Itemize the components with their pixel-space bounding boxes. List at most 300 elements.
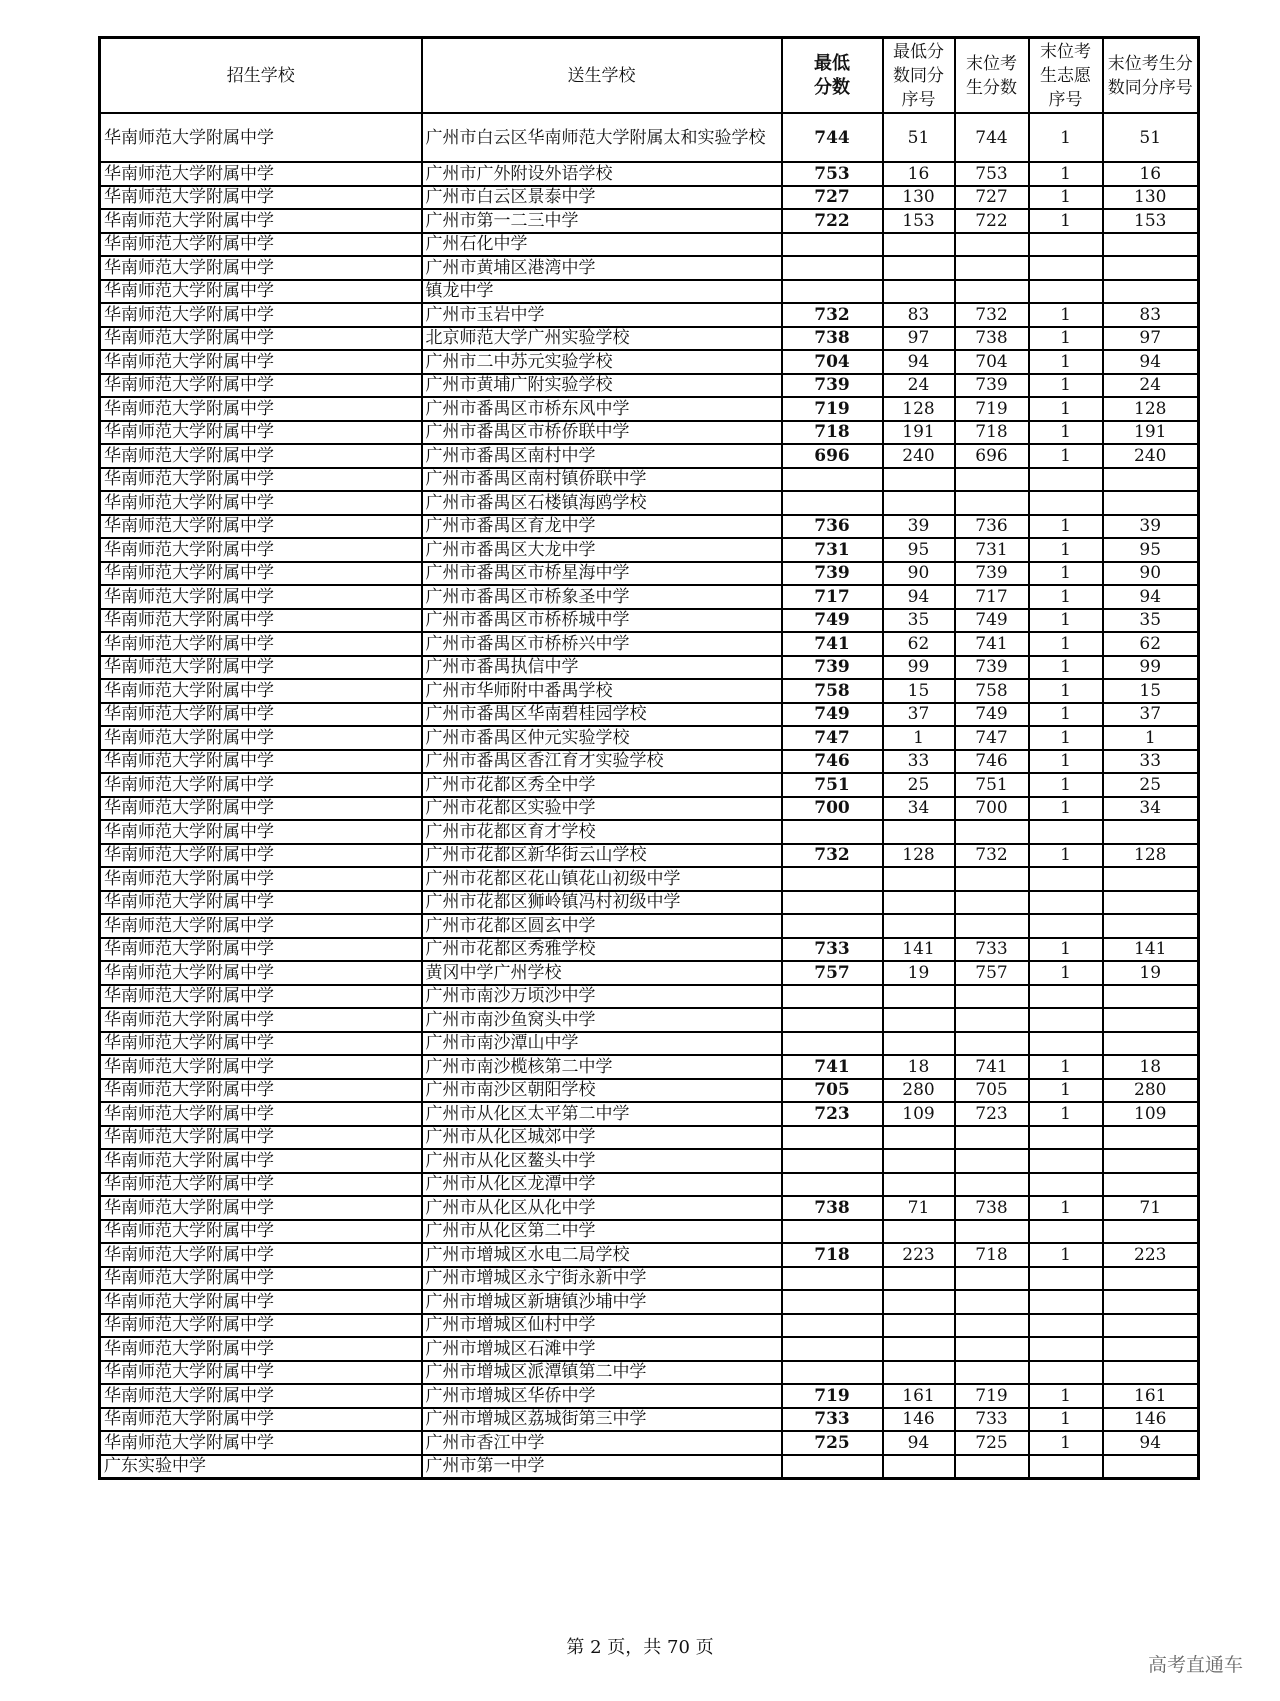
- cell-last-score: [955, 1337, 1029, 1361]
- cell-sending-school: 广州市花都区狮岭镇冯村初级中学: [422, 891, 782, 915]
- table-row: [100, 773, 1199, 797]
- table-row: [100, 1361, 1199, 1385]
- table-row: [100, 1337, 1199, 1361]
- cell-receiving-school: 华南师范大学附属中学: [100, 538, 422, 562]
- cell-receiving-school: 华南师范大学附属中学: [100, 1102, 422, 1126]
- cell-last-score: [955, 891, 1029, 915]
- cell-min-score: 741: [782, 632, 883, 656]
- cell-sending-school: 广州市番禺区市桥侨联中学: [422, 421, 782, 445]
- cell-min-score-rank: [883, 468, 955, 492]
- cell-receiving-school: 华南师范大学附属中学: [100, 397, 422, 421]
- cell-last-score-rank: 223: [1103, 1243, 1199, 1267]
- table-row: [100, 914, 1199, 938]
- cell-receiving-school: 华南师范大学附属中学: [100, 280, 422, 304]
- cell-sending-school: 广州市花都区实验中学: [422, 797, 782, 821]
- cell-last-score-rank: [1103, 468, 1199, 492]
- cell-receiving-school: 华南师范大学附属中学: [100, 1267, 422, 1291]
- cell-sending-school: 广州市白云区华南师范大学附属太和实验学校: [422, 113, 782, 162]
- table-row: [100, 1196, 1199, 1220]
- cell-last-score: [955, 1290, 1029, 1314]
- cell-last-preference: [1029, 1290, 1103, 1314]
- cell-last-score: [955, 233, 1029, 257]
- cell-min-score: 747: [782, 726, 883, 750]
- cell-min-score: [782, 820, 883, 844]
- cell-last-preference: 1: [1029, 773, 1103, 797]
- cell-last-preference: 1: [1029, 844, 1103, 868]
- cell-receiving-school: 华南师范大学附属中学: [100, 421, 422, 445]
- cell-receiving-school: 华南师范大学附属中学: [100, 1196, 422, 1220]
- cell-sending-school: 北京师范大学广州实验学校: [422, 327, 782, 351]
- cell-last-score-rank: 161: [1103, 1384, 1199, 1408]
- cell-last-score-rank: [1103, 891, 1199, 915]
- cell-last-score: [955, 1126, 1029, 1150]
- table-row: [100, 1267, 1199, 1291]
- cell-sending-school: 广州市花都区秀全中学: [422, 773, 782, 797]
- cell-last-preference: [1029, 820, 1103, 844]
- cell-min-score: 753: [782, 162, 883, 186]
- cell-min-score-rank: 97: [883, 327, 955, 351]
- cell-last-score-rank: 128: [1103, 844, 1199, 868]
- cell-min-score: 757: [782, 961, 883, 985]
- cell-last-score: 758: [955, 679, 1029, 703]
- cell-sending-school: 广州市花都区秀雅学校: [422, 938, 782, 962]
- cell-last-score: [955, 1220, 1029, 1244]
- cell-sending-school: 广州市香江中学: [422, 1431, 782, 1455]
- cell-receiving-school: 华南师范大学附属中学: [100, 491, 422, 515]
- cell-min-score-rank: 153: [883, 209, 955, 233]
- cell-last-preference: [1029, 468, 1103, 492]
- cell-min-score-rank: 34: [883, 797, 955, 821]
- cell-last-preference: 1: [1029, 703, 1103, 727]
- cell-min-score-rank: [883, 891, 955, 915]
- cell-last-score-rank: 97: [1103, 327, 1199, 351]
- cell-last-score: 732: [955, 844, 1029, 868]
- table-row: [100, 1384, 1199, 1408]
- cell-min-score: [782, 1314, 883, 1338]
- cell-receiving-school: 华南师范大学附属中学: [100, 233, 422, 257]
- table-row: [100, 1408, 1199, 1432]
- cell-min-score: [782, 256, 883, 280]
- table-row: [100, 867, 1199, 891]
- cell-receiving-school: 华南师范大学附属中学: [100, 891, 422, 915]
- cell-min-score-rank: 16: [883, 162, 955, 186]
- cell-last-score-rank: [1103, 491, 1199, 515]
- cell-last-score-rank: 146: [1103, 1408, 1199, 1432]
- cell-min-score-rank: 95: [883, 538, 955, 562]
- cell-last-preference: [1029, 1149, 1103, 1173]
- cell-min-score-rank: [883, 820, 955, 844]
- table-row: [100, 844, 1199, 868]
- cell-last-preference: [1029, 1008, 1103, 1032]
- cell-sending-school: 广州市从化区鳌头中学: [422, 1149, 782, 1173]
- cell-last-score: 747: [955, 726, 1029, 750]
- cell-last-preference: 1: [1029, 797, 1103, 821]
- cell-min-score-rank: 191: [883, 421, 955, 445]
- cell-min-score: [782, 1290, 883, 1314]
- cell-last-preference: 1: [1029, 609, 1103, 633]
- cell-min-score: [782, 280, 883, 304]
- cell-last-score-rank: 130: [1103, 186, 1199, 210]
- cell-last-preference: [1029, 1314, 1103, 1338]
- cell-receiving-school: 华南师范大学附属中学: [100, 703, 422, 727]
- cell-last-preference: [1029, 1337, 1103, 1361]
- cell-last-score-rank: [1103, 1008, 1199, 1032]
- cell-last-preference: [1029, 867, 1103, 891]
- cell-receiving-school: 华南师范大学附属中学: [100, 468, 422, 492]
- page-indicator: 第 2 页，共 70 页: [566, 1637, 714, 1658]
- cell-min-score-rank: 94: [883, 350, 955, 374]
- cell-sending-school: 广州市番禺区石楼镇海鸥学校: [422, 491, 782, 515]
- cell-last-score: 741: [955, 632, 1029, 656]
- cell-min-score-rank: 37: [883, 703, 955, 727]
- cell-last-preference: 1: [1029, 162, 1103, 186]
- cell-min-score-rank: [883, 1126, 955, 1150]
- table-row: [100, 186, 1199, 210]
- cell-last-score: 731: [955, 538, 1029, 562]
- cell-receiving-school: 华南师范大学附属中学: [100, 820, 422, 844]
- cell-min-score-rank: 18: [883, 1055, 955, 1079]
- cell-last-score-rank: [1103, 1314, 1199, 1338]
- cell-min-score-rank: 94: [883, 1431, 955, 1455]
- cell-last-score: 723: [955, 1102, 1029, 1126]
- cell-last-score: 733: [955, 938, 1029, 962]
- cell-receiving-school: 华南师范大学附属中学: [100, 726, 422, 750]
- cell-min-score-rank: 128: [883, 397, 955, 421]
- cell-sending-school: 广州市南沙万顷沙中学: [422, 985, 782, 1009]
- cell-receiving-school: 华南师范大学附属中学: [100, 585, 422, 609]
- cell-min-score-rank: 1: [883, 726, 955, 750]
- cell-receiving-school: 华南师范大学附属中学: [100, 609, 422, 633]
- cell-sending-school: 广州市增城区永宁街永新中学: [422, 1267, 782, 1291]
- cell-min-score: 739: [782, 374, 883, 398]
- cell-last-preference: 1: [1029, 421, 1103, 445]
- table-row: [100, 113, 1199, 162]
- cell-last-score: [955, 867, 1029, 891]
- table-row: [100, 679, 1199, 703]
- cell-sending-school: 广州市南沙潭山中学: [422, 1032, 782, 1056]
- cell-last-score: [955, 1455, 1029, 1479]
- cell-min-score-rank: [883, 1455, 955, 1479]
- cell-sending-school: 广州市黄埔区港湾中学: [422, 256, 782, 280]
- cell-last-score: [955, 1314, 1029, 1338]
- cell-receiving-school: 华南师范大学附属中学: [100, 1055, 422, 1079]
- cell-last-score-rank: 19: [1103, 961, 1199, 985]
- cell-sending-school: 广州市从化区城郊中学: [422, 1126, 782, 1150]
- cell-last-score: 733: [955, 1408, 1029, 1432]
- cell-last-score: 739: [955, 562, 1029, 586]
- cell-min-score: [782, 1361, 883, 1385]
- cell-min-score: 744: [782, 113, 883, 162]
- cell-last-score: 696: [955, 444, 1029, 468]
- header-last-score-rank: 末位考生分数同分序号: [1103, 38, 1199, 114]
- cell-last-score: [955, 468, 1029, 492]
- table-row: [100, 468, 1199, 492]
- cell-receiving-school: 华南师范大学附属中学: [100, 186, 422, 210]
- cell-last-score-rank: 33: [1103, 750, 1199, 774]
- cell-sending-school: 黄冈中学广州学校: [422, 961, 782, 985]
- cell-sending-school: 广州市广外附设外语学校: [422, 162, 782, 186]
- cell-last-score-rank: [1103, 1290, 1199, 1314]
- cell-receiving-school: 华南师范大学附属中学: [100, 303, 422, 327]
- cell-min-score: 723: [782, 1102, 883, 1126]
- cell-min-score-rank: 109: [883, 1102, 955, 1126]
- cell-last-score: 722: [955, 209, 1029, 233]
- cell-sending-school: 广州市从化区从化中学: [422, 1196, 782, 1220]
- table-row: [100, 1008, 1199, 1032]
- cell-last-score: 727: [955, 186, 1029, 210]
- cell-last-score-rank: 15: [1103, 679, 1199, 703]
- cell-receiving-school: 华南师范大学附属中学: [100, 1408, 422, 1432]
- table-row: [100, 1431, 1199, 1455]
- cell-min-score: 722: [782, 209, 883, 233]
- cell-last-preference: 1: [1029, 1196, 1103, 1220]
- table-row: [100, 656, 1199, 680]
- cell-sending-school: 广州市番禺区市桥桥城中学: [422, 609, 782, 633]
- cell-receiving-school: 华南师范大学附属中学: [100, 632, 422, 656]
- cell-min-score-rank: 146: [883, 1408, 955, 1432]
- cell-sending-school: 广州市番禺执信中学: [422, 656, 782, 680]
- cell-last-preference: 1: [1029, 209, 1103, 233]
- cell-min-score: 739: [782, 562, 883, 586]
- cell-min-score-rank: [883, 1149, 955, 1173]
- table-row: [100, 1220, 1199, 1244]
- cell-last-score-rank: [1103, 867, 1199, 891]
- cell-min-score-rank: [883, 1032, 955, 1056]
- table-row: [100, 1314, 1199, 1338]
- cell-last-preference: 1: [1029, 632, 1103, 656]
- cell-receiving-school: 华南师范大学附属中学: [100, 961, 422, 985]
- watermark: 高考直通车: [1148, 1654, 1244, 1676]
- cell-receiving-school: 华南师范大学附属中学: [100, 985, 422, 1009]
- cell-min-score: [782, 1337, 883, 1361]
- table-row: [100, 820, 1199, 844]
- cell-sending-school: 广州市番禺区育龙中学: [422, 515, 782, 539]
- table-row: [100, 350, 1199, 374]
- cell-receiving-school: 华南师范大学附属中学: [100, 938, 422, 962]
- cell-sending-school: 广州市花都区新华街云山学校: [422, 844, 782, 868]
- cell-min-score-rank: 24: [883, 374, 955, 398]
- cell-last-preference: 1: [1029, 1408, 1103, 1432]
- cell-sending-school: 广州市番禺区华南碧桂园学校: [422, 703, 782, 727]
- cell-last-score-rank: 99: [1103, 656, 1199, 680]
- cell-min-score-rank: 161: [883, 1384, 955, 1408]
- cell-last-score-rank: 35: [1103, 609, 1199, 633]
- cell-last-score: [955, 820, 1029, 844]
- table-row: [100, 609, 1199, 633]
- cell-min-score: 732: [782, 844, 883, 868]
- cell-receiving-school: 华南师范大学附属中学: [100, 256, 422, 280]
- cell-last-preference: 1: [1029, 679, 1103, 703]
- cell-min-score: 758: [782, 679, 883, 703]
- cell-last-score: 746: [955, 750, 1029, 774]
- cell-min-score-rank: 39: [883, 515, 955, 539]
- cell-receiving-school: 华南师范大学附属中学: [100, 1290, 422, 1314]
- cell-receiving-school: 华南师范大学附属中学: [100, 1079, 422, 1103]
- cell-last-score: 753: [955, 162, 1029, 186]
- cell-min-score: [782, 1173, 883, 1197]
- table-row: [100, 1079, 1199, 1103]
- cell-receiving-school: 华南师范大学附属中学: [100, 113, 422, 162]
- cell-last-score: 719: [955, 1384, 1029, 1408]
- cell-min-score: [782, 1267, 883, 1291]
- cell-last-preference: 1: [1029, 538, 1103, 562]
- cell-receiving-school: 华南师范大学附属中学: [100, 656, 422, 680]
- cell-sending-school: 广州市增城区华侨中学: [422, 1384, 782, 1408]
- cell-receiving-school: 华南师范大学附属中学: [100, 209, 422, 233]
- table-row: [100, 562, 1199, 586]
- cell-last-score-rank: 18: [1103, 1055, 1199, 1079]
- table-row: [100, 421, 1199, 445]
- cell-sending-school: 广州市番禺区市桥东风中学: [422, 397, 782, 421]
- table-row: [100, 233, 1199, 257]
- cell-min-score-rank: 25: [883, 773, 955, 797]
- table-row: [100, 1102, 1199, 1126]
- cell-last-preference: [1029, 1455, 1103, 1479]
- header-sending-school: 送生学校: [422, 38, 782, 114]
- cell-sending-school: 广州市增城区派潭镇第二中学: [422, 1361, 782, 1385]
- cell-last-score-rank: 1: [1103, 726, 1199, 750]
- cell-last-score-rank: 95: [1103, 538, 1199, 562]
- table-row: [100, 491, 1199, 515]
- table-row: [100, 444, 1199, 468]
- cell-receiving-school: 华南师范大学附属中学: [100, 867, 422, 891]
- cell-min-score: 746: [782, 750, 883, 774]
- table-header-row: [100, 38, 1199, 114]
- cell-min-score: 733: [782, 1408, 883, 1432]
- cell-sending-school: 广州市番禺区仲元实验学校: [422, 726, 782, 750]
- cell-min-score: [782, 1032, 883, 1056]
- cell-last-score: 725: [955, 1431, 1029, 1455]
- cell-last-score-rank: 141: [1103, 938, 1199, 962]
- cell-last-score-rank: 94: [1103, 1431, 1199, 1455]
- cell-last-score-rank: [1103, 280, 1199, 304]
- cell-min-score-rank: 99: [883, 656, 955, 680]
- cell-min-score-rank: 90: [883, 562, 955, 586]
- cell-last-score: 749: [955, 703, 1029, 727]
- cell-sending-school: 广州市白云区景泰中学: [422, 186, 782, 210]
- table-row: [100, 938, 1199, 962]
- cell-sending-school: 广州市番禺区香江育才实验学校: [422, 750, 782, 774]
- header-last-score: 末位考生分数: [955, 38, 1029, 114]
- cell-min-score: 741: [782, 1055, 883, 1079]
- cell-last-score-rank: 39: [1103, 515, 1199, 539]
- table-row: [100, 632, 1199, 656]
- table-row: [100, 256, 1199, 280]
- cell-min-score: [782, 891, 883, 915]
- cell-last-score-rank: [1103, 1149, 1199, 1173]
- header-last-preference: 末位考生志愿序号: [1029, 38, 1103, 114]
- cell-sending-school: 广州市增城区荔城街第三中学: [422, 1408, 782, 1432]
- cell-last-preference: [1029, 891, 1103, 915]
- cell-min-score: 719: [782, 1384, 883, 1408]
- cell-min-score: 732: [782, 303, 883, 327]
- table-row: [100, 985, 1199, 1009]
- cell-receiving-school: 华南师范大学附属中学: [100, 1149, 422, 1173]
- cell-last-score: [955, 1008, 1029, 1032]
- cell-last-preference: [1029, 280, 1103, 304]
- cell-last-score: [955, 1032, 1029, 1056]
- cell-min-score-rank: [883, 256, 955, 280]
- cell-last-score: [955, 1267, 1029, 1291]
- cell-min-score-rank: [883, 867, 955, 891]
- cell-sending-school: 广州市增城区仙村中学: [422, 1314, 782, 1338]
- cell-last-score-rank: [1103, 820, 1199, 844]
- cell-min-score-rank: [883, 985, 955, 1009]
- table-row: [100, 515, 1199, 539]
- cell-last-score-rank: [1103, 1126, 1199, 1150]
- cell-min-score-rank: [883, 491, 955, 515]
- table-row: [100, 209, 1199, 233]
- cell-last-score-rank: 128: [1103, 397, 1199, 421]
- cell-last-score-rank: [1103, 233, 1199, 257]
- cell-min-score: 719: [782, 397, 883, 421]
- cell-last-score-rank: [1103, 985, 1199, 1009]
- cell-last-score: [955, 1149, 1029, 1173]
- cell-last-preference: 1: [1029, 562, 1103, 586]
- cell-last-preference: 1: [1029, 350, 1103, 374]
- cell-min-score: 731: [782, 538, 883, 562]
- cell-last-score: 719: [955, 397, 1029, 421]
- cell-min-score-rank: [883, 1173, 955, 1197]
- cell-last-preference: [1029, 233, 1103, 257]
- cell-receiving-school: 广东实验中学: [100, 1455, 422, 1479]
- cell-last-score: [955, 491, 1029, 515]
- cell-min-score-rank: 33: [883, 750, 955, 774]
- cell-min-score-rank: [883, 1290, 955, 1314]
- cell-min-score: 696: [782, 444, 883, 468]
- cell-receiving-school: 华南师范大学附属中学: [100, 773, 422, 797]
- table-row: [100, 397, 1199, 421]
- cell-last-score-rank: 280: [1103, 1079, 1199, 1103]
- table-row: [100, 750, 1199, 774]
- cell-last-score-rank: 90: [1103, 562, 1199, 586]
- cell-sending-school: 镇龙中学: [422, 280, 782, 304]
- cell-min-score-rank: 240: [883, 444, 955, 468]
- cell-last-preference: [1029, 491, 1103, 515]
- cell-min-score: [782, 985, 883, 1009]
- cell-min-score-rank: 223: [883, 1243, 955, 1267]
- cell-last-score-rank: 51: [1103, 113, 1199, 162]
- cell-receiving-school: 华南师范大学附属中学: [100, 679, 422, 703]
- cell-min-score: 738: [782, 1196, 883, 1220]
- table-row: [100, 585, 1199, 609]
- cell-sending-school: 广州市增城区水电二局学校: [422, 1243, 782, 1267]
- cell-last-score: [955, 914, 1029, 938]
- cell-receiving-school: 华南师范大学附属中学: [100, 350, 422, 374]
- cell-sending-school: 广州市番禺区南村中学: [422, 444, 782, 468]
- cell-last-preference: 1: [1029, 327, 1103, 351]
- cell-min-score: [782, 233, 883, 257]
- cell-receiving-school: 华南师范大学附属中学: [100, 1032, 422, 1056]
- cell-last-score: [955, 1173, 1029, 1197]
- table-row: [100, 703, 1199, 727]
- cell-last-score: 757: [955, 961, 1029, 985]
- cell-receiving-school: 华南师范大学附属中学: [100, 1008, 422, 1032]
- cell-min-score-rank: [883, 1361, 955, 1385]
- cell-receiving-school: 华南师范大学附属中学: [100, 1314, 422, 1338]
- cell-min-score: 739: [782, 656, 883, 680]
- cell-min-score: 736: [782, 515, 883, 539]
- cell-last-score: 749: [955, 609, 1029, 633]
- cell-last-score-rank: [1103, 1173, 1199, 1197]
- cell-last-preference: 1: [1029, 1079, 1103, 1103]
- cell-receiving-school: 华南师范大学附属中学: [100, 327, 422, 351]
- cell-min-score: 718: [782, 421, 883, 445]
- cell-last-preference: 1: [1029, 113, 1103, 162]
- cell-last-score-rank: 34: [1103, 797, 1199, 821]
- cell-sending-school: 广州市第一二三中学: [422, 209, 782, 233]
- cell-sending-school: 广州市增城区新塘镇沙埔中学: [422, 1290, 782, 1314]
